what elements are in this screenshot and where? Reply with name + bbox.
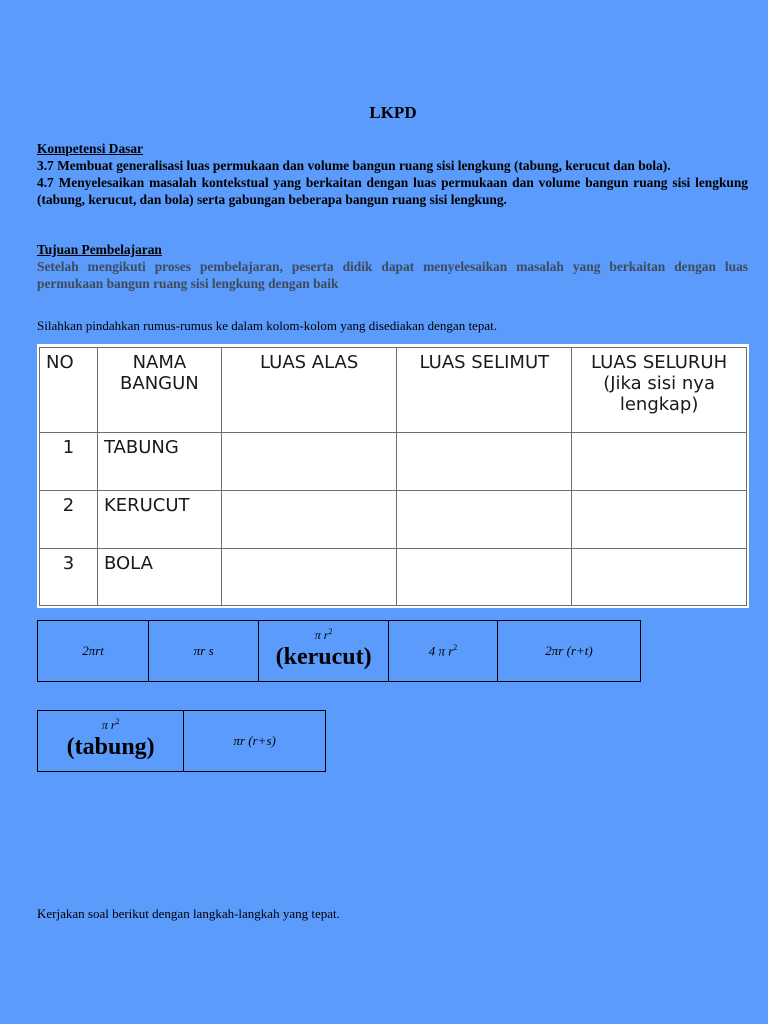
drop-cell-tabung-alas[interactable] bbox=[221, 433, 397, 491]
tujuan-heading: Tujuan Pembelajaran bbox=[37, 242, 162, 257]
formula-card[interactable]: π $r^2$ (kerucut) bbox=[259, 621, 389, 682]
drop-cell-tabung-seluruh[interactable] bbox=[572, 433, 747, 491]
formula-card[interactable]: 2πrt bbox=[38, 621, 149, 682]
instruction-move-formulas: Silahkan pindahkan rumus-rumus ke dalam kolom-kolom yang disediakan dengan tepat. bbox=[37, 318, 497, 333]
drop-cell-tabung-selimut[interactable] bbox=[397, 433, 572, 491]
row-no: 1 bbox=[40, 433, 98, 491]
kd-4-7: 4.7 Menyelesaikan masalah kontekstual yang berkaitan dengan luas permukaan dan volume bangun ruang sisi lengkung (tabung, kerucut, dan bola) serta gabungan beberapa bangun ruang sisi lengkung. bbox=[37, 175, 748, 207]
row-nama: TABUNG bbox=[97, 433, 221, 491]
formula-card[interactable]: π $r^2$ (tabung) bbox=[38, 711, 184, 772]
header-luas-alas: LUAS ALAS bbox=[221, 348, 397, 433]
instruction-solve: Kerjakan soal berikut dengan langkah-langkah yang tepat. bbox=[37, 906, 340, 921]
formula-card[interactable]: πr (r+s) bbox=[184, 711, 326, 772]
formula-card[interactable]: πr s bbox=[149, 621, 259, 682]
formula-cards-row-2 bbox=[37, 710, 326, 772]
row-nama: KERUCUT bbox=[97, 491, 221, 549]
tujuan-section bbox=[37, 241, 748, 292]
formula-cards-row-1 bbox=[37, 620, 641, 682]
formula-table bbox=[37, 344, 749, 608]
drop-cell-kerucut-selimut[interactable] bbox=[397, 491, 572, 549]
drop-cell-bola-selimut[interactable] bbox=[397, 549, 572, 606]
row-no: 3 bbox=[40, 549, 98, 606]
header-no: NO bbox=[40, 348, 98, 433]
drop-cell-bola-seluruh[interactable] bbox=[572, 549, 747, 606]
row-no: 2 bbox=[40, 491, 98, 549]
formula-card[interactable]: 4 π $r^2$ bbox=[388, 621, 497, 682]
formula-card[interactable]: 2πr (r+t) bbox=[498, 621, 641, 682]
drop-cell-bola-alas[interactable] bbox=[221, 549, 397, 606]
drop-cell-kerucut-seluruh[interactable] bbox=[572, 491, 747, 549]
header-nama-bangun: NAMA BANGUN bbox=[97, 348, 221, 433]
drop-cell-kerucut-alas[interactable] bbox=[221, 491, 397, 549]
header-luas-selimut: LUAS SELIMUT bbox=[397, 348, 572, 433]
page-title: LKPD bbox=[369, 103, 417, 122]
tujuan-text: Setelah mengikuti proses pembelajaran, peserta didik dapat menyelesaikan masalah yang berkaitan dengan luas permukaan bangun ruang sisi lengkung dengan baik bbox=[37, 259, 748, 291]
kompetensi-section bbox=[37, 140, 748, 208]
kd-3-7: 3.7 Membuat generalisasi luas permukaan dan volume bangun ruang sisi lengkung (tabung, kerucut dan bola). bbox=[37, 158, 671, 173]
kompetensi-heading: Kompetensi Dasar bbox=[37, 141, 144, 156]
row-nama: BOLA bbox=[97, 549, 221, 606]
header-luas-seluruh: LUAS SELURUH (Jika sisi nya lengkap) bbox=[572, 348, 747, 433]
